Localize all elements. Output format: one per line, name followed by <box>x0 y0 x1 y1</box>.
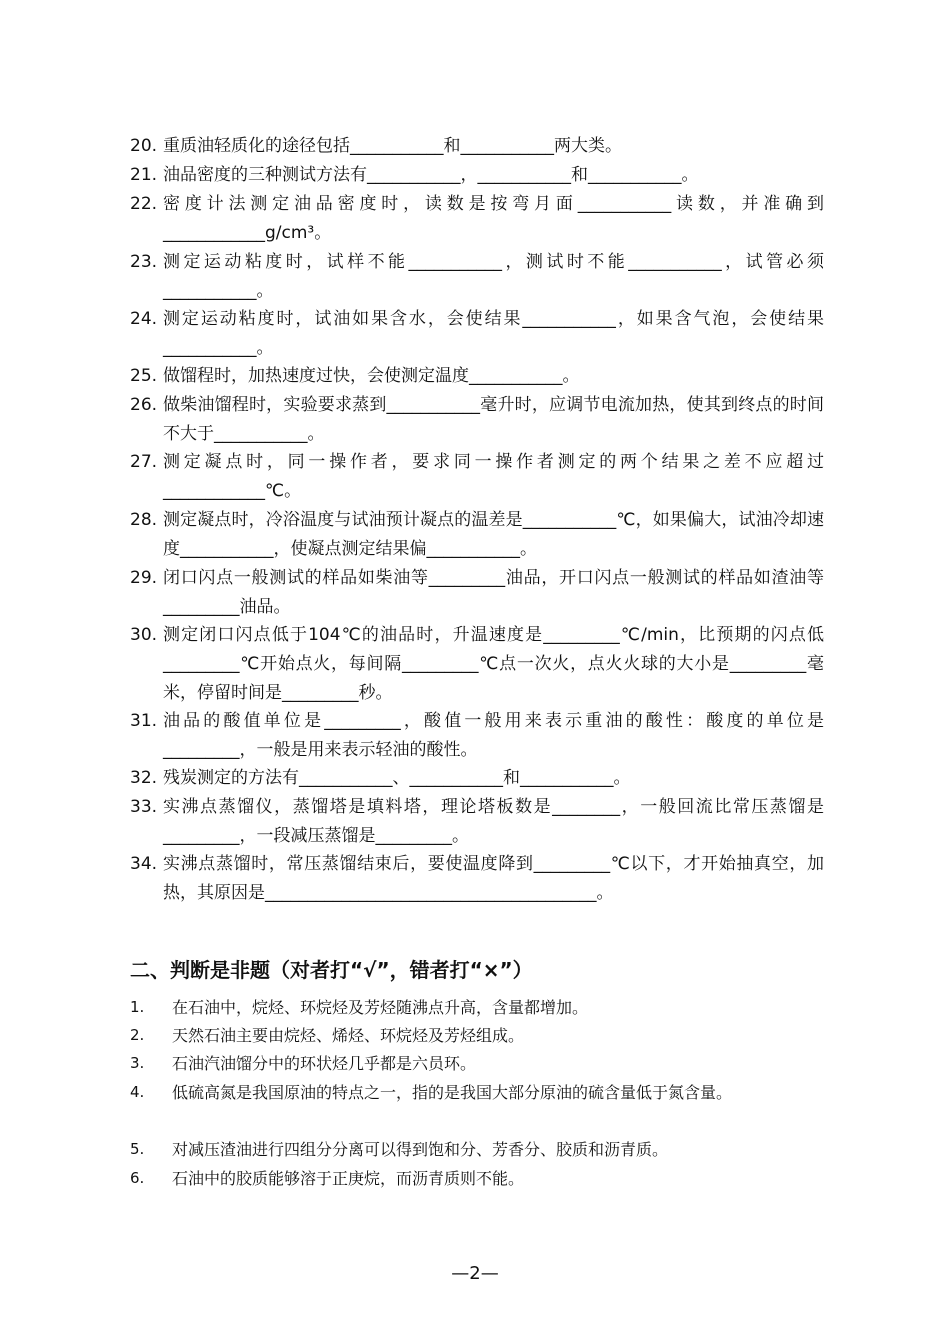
judgement-item-3 <box>130 1051 824 1076</box>
item-number: 4. <box>130 1083 145 1101</box>
question-text: 测定闭口闪点低于104℃的油品时，升温速度是_________℃/min，比预期的闪点低_________℃开始点火，每间隔_________℃点一次火，点火火球的大小是_________毫米，停留时间是_________秒。 <box>163 625 824 703</box>
item-number: 2. <box>130 1026 145 1044</box>
judgement-item-4 <box>130 1080 824 1105</box>
question-number: 29. <box>130 568 158 588</box>
item-text: 低硫高氮是我国原油的特点之一，指的是我国大部分原油的硫含量低于氮含量。 <box>172 1083 733 1102</box>
question-30 <box>130 621 824 708</box>
question-29 <box>130 564 824 622</box>
question-text: 油品密度的三种测试方法有___________，___________和___________。 <box>163 165 699 185</box>
item-text: 对减压渣油进行四组分分离可以得到饱和分、芳香分、胶质和沥青质。 <box>172 1140 669 1159</box>
question-number: 33. <box>130 797 158 817</box>
page-number: —2— <box>451 1263 499 1284</box>
question-34 <box>130 850 824 908</box>
question-number: 25. <box>130 366 158 386</box>
judgement-item-6 <box>130 1166 824 1191</box>
question-31 <box>130 707 824 765</box>
question-21 <box>130 161 824 190</box>
question-number: 21. <box>130 165 158 185</box>
question-text: 残炭测定的方法有___________、___________和___________。 <box>163 768 631 788</box>
question-number: 23. <box>130 252 158 272</box>
question-32 <box>130 764 824 793</box>
item-number: 6. <box>130 1169 145 1187</box>
question-text: 实沸点蒸馏时，常压蒸馏结束后，要使温度降到_________℃以下，才开始抽真空，加热，其原因是_______________________________________。 <box>163 854 824 903</box>
question-number: 32. <box>130 768 158 788</box>
item-text: 石油汽油馏分中的环状烃几乎都是六员环。 <box>172 1054 477 1073</box>
question-text: 测定运动粘度时，试油如果含水，会使结果___________，如果含气泡，会使结果___________。 <box>163 309 824 358</box>
question-28 <box>130 506 824 564</box>
question-number: 22. <box>130 194 158 214</box>
question-number: 27. <box>130 452 158 472</box>
question-number: 34. <box>130 854 158 874</box>
judgement-item-2 <box>130 1023 824 1048</box>
question-text: 密度计法测定油品密度时，读数是按弯月面___________读数，并准确到____________g/cm³。 <box>163 194 824 243</box>
item-number: 1. <box>130 998 145 1016</box>
question-number: 31. <box>130 711 158 731</box>
question-26 <box>130 391 824 449</box>
section-heading: 二、判断是非题（对者打“√”，错者打“×”） <box>130 958 533 982</box>
item-text: 石油中的胶质能够溶于正庚烷，而沥青质则不能。 <box>172 1169 525 1188</box>
question-text: 测定运动粘度时，试样不能___________，测试时不能___________，试管必须___________。 <box>163 252 824 301</box>
question-20 <box>130 132 824 161</box>
question-text: 做柴油馏程时，实验要求蒸到___________毫升时，应调节电流加热，使其到终点的时间不大于___________。 <box>163 395 824 444</box>
question-23 <box>130 248 824 306</box>
question-27 <box>130 448 824 506</box>
question-24 <box>130 305 824 363</box>
question-number: 26. <box>130 395 158 415</box>
item-text: 在石油中，烷烃、环烷烃及芳烃随沸点升高，含量都增加。 <box>172 998 589 1017</box>
question-text: 油品的酸值单位是_________，酸值一般用来表示重油的酸性：酸度的单位是_________，一般是用来表示轻油的酸性。 <box>163 711 824 760</box>
judgement-item-1 <box>130 995 824 1020</box>
question-text: 做馏程时，加热速度过快，会使测定温度___________。 <box>163 366 580 386</box>
question-text: 闭口闪点一般测试的样品如柴油等_________油品，开口闪点一般测试的样品如渣油等_________油品。 <box>163 568 824 617</box>
question-33 <box>130 793 824 851</box>
question-text: 实沸点蒸馏仪，蒸馏塔是填料塔，理论塔板数是________，一般回流比常压蒸馏是_________，一段减压蒸馏是_________。 <box>163 797 824 846</box>
question-number: 30. <box>130 625 158 645</box>
judgement-item-5 <box>130 1137 824 1162</box>
question-text: 测定凝点时，同一操作者，要求同一操作者测定的两个结果之差不应超过____________℃。 <box>163 452 824 501</box>
item-number: 3. <box>130 1054 145 1072</box>
question-25 <box>130 362 824 391</box>
item-number: 5. <box>130 1140 145 1158</box>
question-number: 24. <box>130 309 158 329</box>
question-text: 重质油轻质化的途径包括___________和___________两大类。 <box>163 136 622 156</box>
item-text: 天然石油主要由烷烃、烯烃、环烷烃及芳烃组成。 <box>172 1026 525 1045</box>
question-text: 测定凝点时，冷浴温度与试油预计凝点的温差是___________℃，如果偏大，试油冷却速度___________，使凝点测定结果偏___________。 <box>163 510 824 559</box>
question-number: 20. <box>130 136 158 156</box>
question-22 <box>130 190 824 248</box>
question-number: 28. <box>130 510 158 530</box>
